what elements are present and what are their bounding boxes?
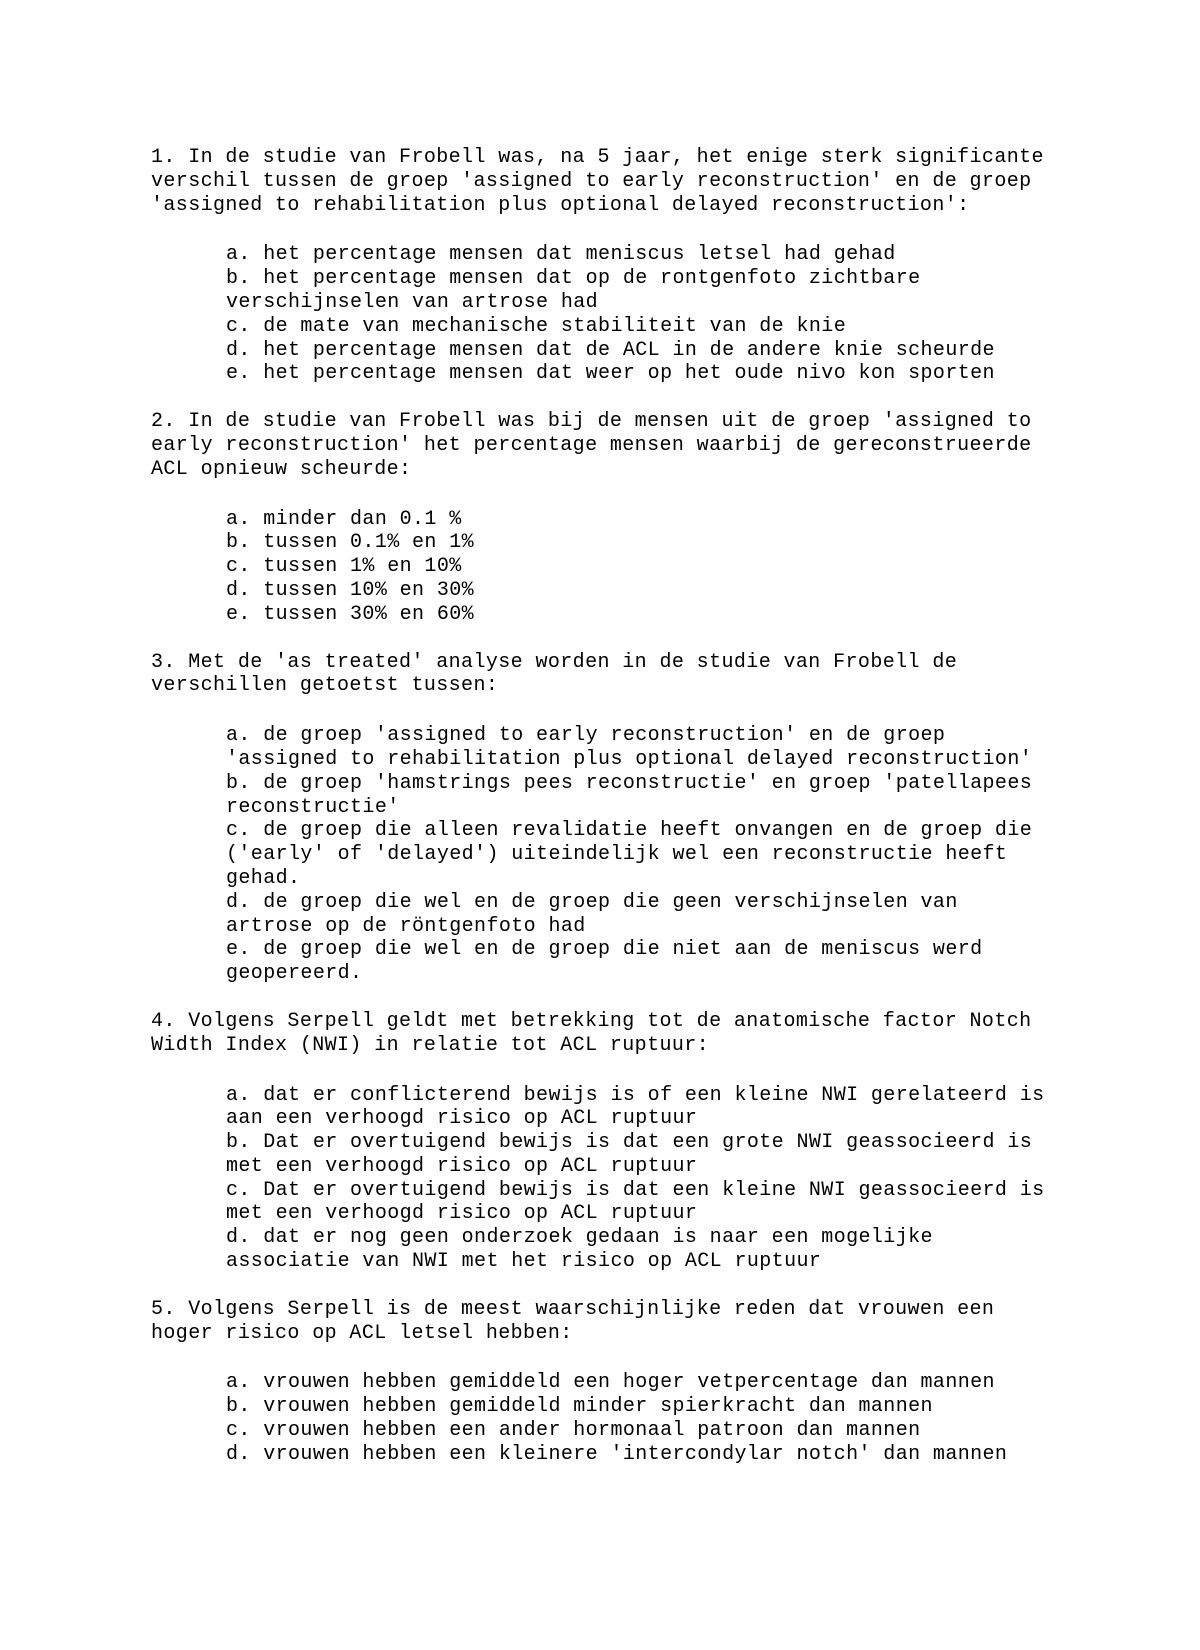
answer-option: b. het percentage mensen dat op de rontgenfoto zichtbare verschijnselen van artrose had (226, 267, 921, 314)
answer-option: c. de mate van mechanische stabiliteit van de knie (226, 314, 847, 338)
answer-option: c. de groep die alleen revalidatie heeft onvangen en de groep die ('early' of 'delayed') uiteindelijk wel een reconstructie heeft gehad. (226, 819, 1033, 890)
question-text: 2. In de studie van Frobell was bij de mensen uit de groep 'assigned to early reconstruction' het percentage mensen waarbij de gereconstrueerde ACL opnieuw scheurde: (151, 410, 1032, 481)
answer-option: d. het percentage mensen dat de ACL in de andere knie scheurde (226, 338, 995, 362)
question-3 (151, 651, 1151, 986)
answer-option: a. dat er conflicterend bewijs is of een kleine NWI gerelateerd is aan een verhoogd risico op ACL ruptuur (226, 1083, 1045, 1131)
document-page (151, 146, 1151, 1491)
answer-option: a. minder dan 0.1 % (226, 507, 462, 531)
answer-options (151, 508, 1151, 627)
answer-option: e. het percentage mensen dat weer op het oude nivo kon sporten (226, 362, 995, 386)
question-1 (151, 146, 1151, 386)
question-text: 4. Volgens Serpell geldt met betrekking tot de anatomische factor Notch Width Index (NWI) in relatie tot ACL ruptuur: (151, 1009, 1032, 1057)
question-2 (151, 410, 1151, 626)
answer-option: e. de groep die wel en de groep die niet aan de meniscus werd geopereerd. (226, 938, 983, 986)
answer-option: b. vrouwen hebben gemiddeld minder spierkracht dan mannen (226, 1395, 933, 1419)
answer-option: c. vrouwen hebben een ander hormonaal patroon dan mannen (226, 1419, 921, 1443)
answer-option: b. tussen 0.1% en 1% (226, 531, 475, 555)
answer-options (151, 1371, 1151, 1466)
answer-option: b. Dat er overtuigend bewijs is dat een grote NWI geassocieerd is met een verhoogd risico op ACL ruptuur (226, 1131, 1033, 1178)
question-text: 3. Met de 'as treated' analyse worden in de studie van Frobell de verschillen getoetst tussen: (151, 650, 958, 698)
answer-option: a. vrouwen hebben gemiddeld een hoger vetpercentage dan mannen (226, 1371, 995, 1395)
answer-option: c. tussen 1% en 10% (226, 555, 462, 579)
question-text: 5. Volgens Serpell is de meest waarschijnlijke reden dat vrouwen een hoger risico op ACL letsel hebben: (151, 1297, 995, 1345)
question-4 (151, 1010, 1151, 1274)
answer-option: d. de groep die wel en de groep die geen verschijnselen van artrose op de röntgenfoto had (226, 890, 958, 938)
question-5 (151, 1298, 1151, 1467)
answer-option: b. de groep 'hamstrings pees reconstructie' en groep 'patellapees reconstructie' (226, 771, 1033, 819)
answer-option: a. het percentage mensen dat meniscus letsel had gehad (226, 243, 896, 267)
answer-option: a. de groep 'assigned to early reconstruction' en de groep 'assigned to rehabilitation plus optional delayed reconstruction' (226, 724, 1033, 771)
answer-options (151, 243, 1151, 386)
answer-option: d. tussen 10% en 30% (226, 578, 475, 602)
answer-option: c. Dat er overtuigend bewijs is dat een kleine NWI geassocieerd is met een verhoogd risico op ACL ruptuur (226, 1178, 1045, 1226)
answer-options (151, 724, 1151, 986)
answer-option: d. dat er nog geen onderzoek gedaan is naar een mogelijke associatie van NWI met het risico op ACL ruptuur (226, 1226, 933, 1274)
question-text: 1. In de studie van Frobell was, na 5 jaar, het enige sterk significante verschil tussen de groep 'assigned to early reconstruction' en de groep 'assigned to rehabilitation plus optional delayed reconstruction': (151, 146, 1044, 217)
answer-option: e. tussen 30% en 60% (226, 602, 475, 626)
answer-option: d. vrouwen hebben een kleinere 'intercondylar notch' dan mannen (226, 1442, 1008, 1466)
answer-options (151, 1084, 1151, 1274)
